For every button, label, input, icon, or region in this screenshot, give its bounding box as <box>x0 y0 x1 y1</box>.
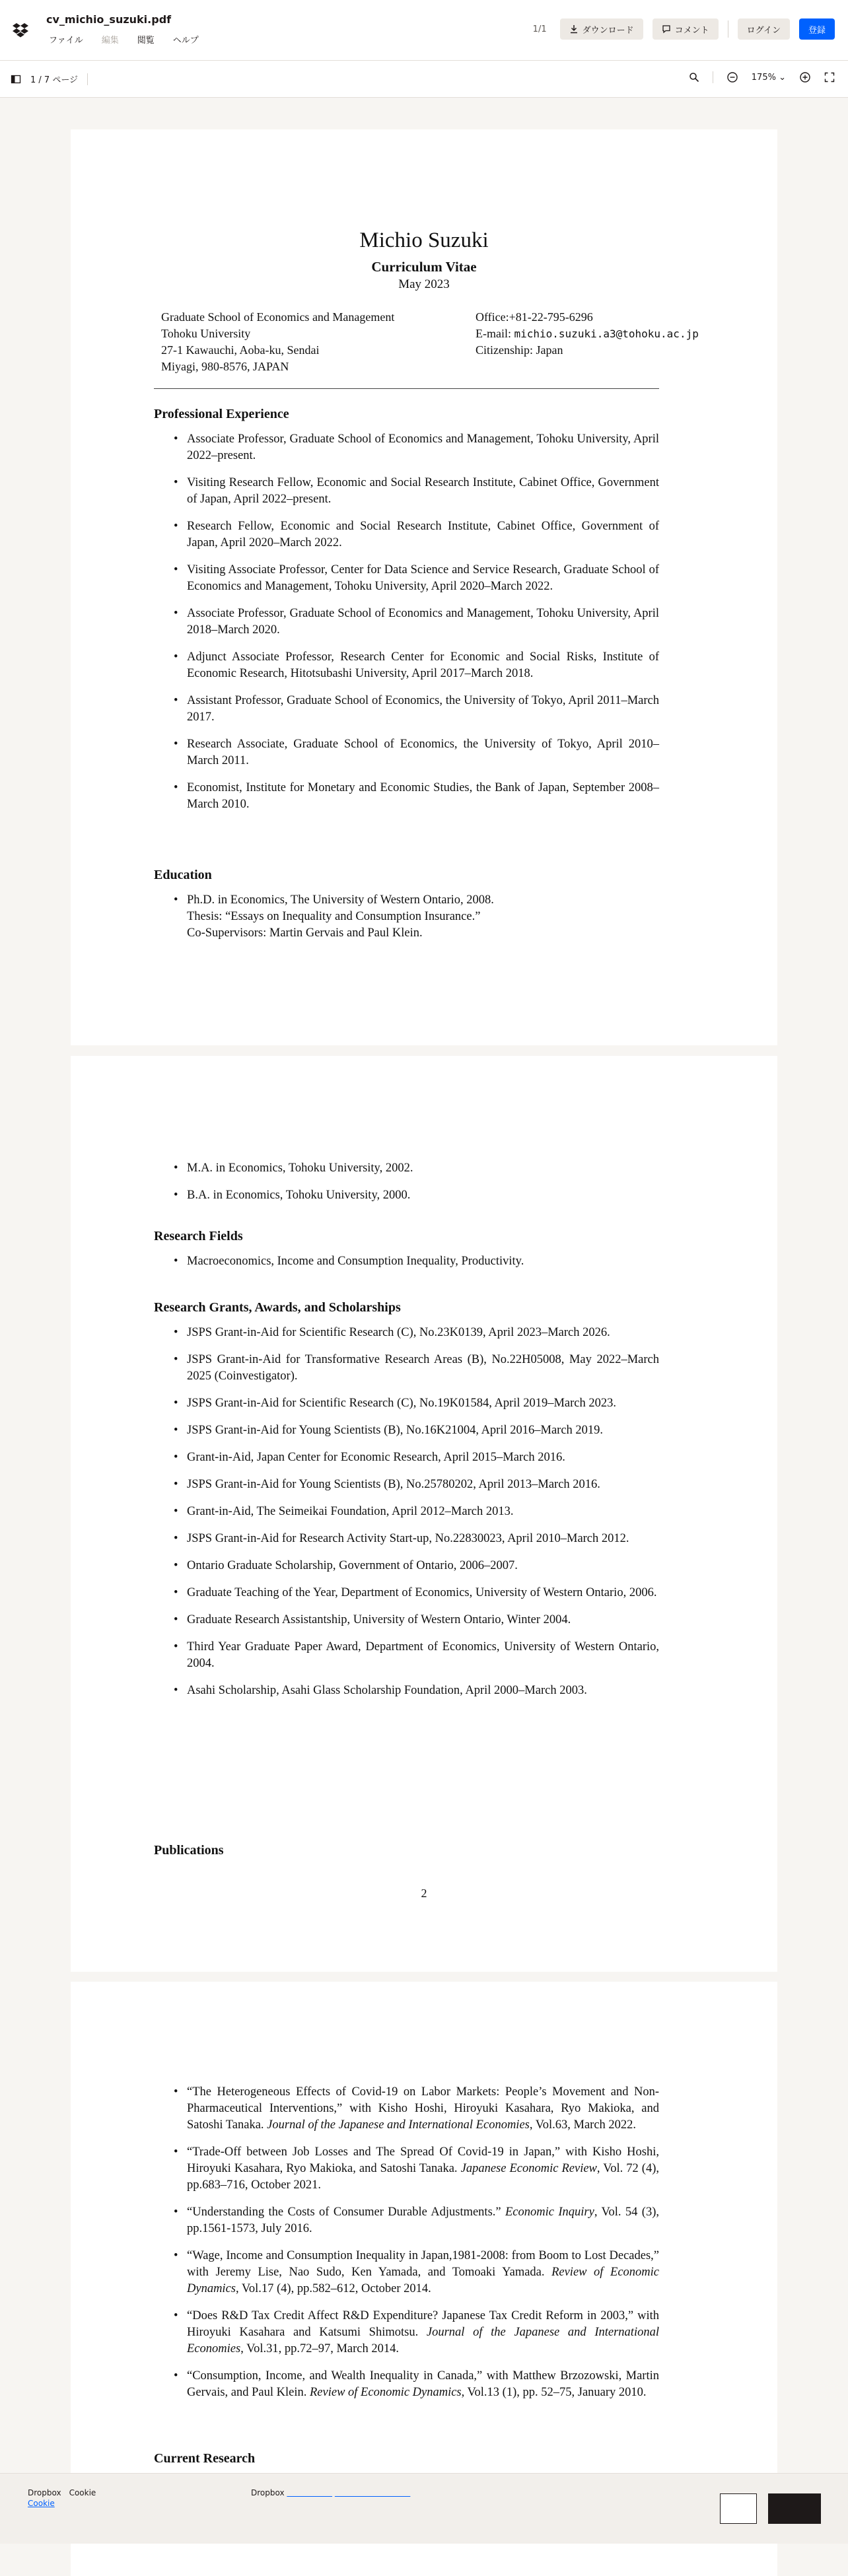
section-heading: Research Grants, Awards, and Scholarships <box>154 1300 401 1315</box>
comment-label: コメント <box>674 25 709 36</box>
signup-label: 登録 <box>808 25 826 36</box>
page-indicator: 1/1 <box>532 24 547 34</box>
list-item <box>154 2308 659 2357</box>
education-continued <box>154 1160 659 1214</box>
cookie-text <box>28 2488 96 2497</box>
toolbar-left <box>11 73 88 85</box>
list-item: • Associate Professor, Graduate School of Economics and Management, Tohoku University, April 2022–present. <box>154 431 659 464</box>
list-item: • JSPS Grant-in-Aid for Scientific Research (C), No.23K0139, April 2023–March 2026. <box>154 1325 659 1341</box>
list-item: • Graduate Research Assistantship, University of Western Ontario, Winter 2004. <box>154 1612 659 1628</box>
pub-journal: Journal of the Japanese and International Economies <box>187 2326 659 2355</box>
pub-title: “The Heterogeneous Effects of Covid-19 on Labor Markets: People’s Movement and Non-Pharmaceutical Interventions,” with Kisho Hoshi, Hiroyuki Kasahara, Ryo Makioka, and Satoshi Tanaka. <box>187 2085 659 2132</box>
viewer-toolbar <box>0 61 848 98</box>
pub-title: “Understanding the Costs of Consumer Durable Adjustments.” <box>187 2206 505 2219</box>
download-label: ダウンロード <box>582 25 634 36</box>
list-item: • Ontario Graduate Scholarship, Government of Ontario, 2006–2007. <box>154 1558 659 1574</box>
page-number: 2 <box>421 1887 427 1900</box>
dropbox-logo-icon[interactable] <box>12 21 29 38</box>
pub-journal: Economic Inquiry <box>505 2206 594 2219</box>
list-item: • M.A. in Economics, Tohoku University, 2002. <box>154 1160 659 1177</box>
menu-view[interactable]: 閲覧 <box>137 36 155 46</box>
experience-section <box>154 407 659 823</box>
grants-list <box>154 1325 659 1699</box>
header-rule <box>154 388 659 389</box>
list-item: • JSPS Grant-in-Aid for Research Activity Start-up, No.22830023, April 2010–March 2012. <box>154 1531 659 1547</box>
list-item: • Associate Professor, Graduate School of Economics and Management, Tohoku University, April 2018–March 2020. <box>154 606 659 639</box>
section-heading: Current Research <box>154 2451 256 2466</box>
list-item: • Adjunct Associate Professor, Research Center for Economic and Social Risks, Institute of Economic Research, Hitotsubashi University, April 2017–March 2018. <box>154 649 659 682</box>
cookie-link[interactable]: Cookie <box>28 2499 55 2508</box>
cookie-accept-button[interactable] <box>768 2493 821 2524</box>
list-item: • B.A. in Economics, Tohoku University, 2000. <box>154 1187 659 1204</box>
supervisors-line: Co-Supervisors: Martin Gervais and Paul Klein. <box>187 926 423 940</box>
address-line: 27-1 Kawauchi, Aoba-ku, Sendai <box>161 343 320 357</box>
pub-details: , Vol.17 (4), pp.582–612, October 2014. <box>235 2282 431 2295</box>
list-item: • JSPS Grant-in-Aid for Transformative Research Areas (B), No.22H05008, May 2022–March 2025 (Coinvestigator). <box>154 1352 659 1385</box>
grants-section <box>154 1300 659 1710</box>
list-item: • Assistant Professor, Graduate School of Economics, the University of Tokyo, April 2011–March 2017. <box>154 693 659 726</box>
publications-heading-block <box>154 1843 659 1867</box>
cv-name: Michio Suzuki <box>359 228 489 252</box>
login-button[interactable] <box>738 18 790 40</box>
cookie-brand-2: Dropbox <box>251 2488 285 2497</box>
list-item <box>154 2084 659 2134</box>
fullscreen-icon[interactable] <box>824 72 835 83</box>
fields-list <box>154 1253 659 1270</box>
email-address: michio.suzuki.a3@tohoku.ac.jp <box>514 328 699 340</box>
contact-block <box>476 309 699 359</box>
menu-edit[interactable]: 編集 <box>101 36 119 46</box>
pub-title: “Does R&D Tax Credit Affect R&D Expenditure? Japanese Tax Credit Reform in 2003,” with Hiroyuki Kasahara and Katsumi Shimotsu. <box>187 2309 659 2339</box>
download-icon <box>569 24 579 34</box>
list-item: • JSPS Grant-in-Aid for Young Scientists (B), No.16K21004, April 2016–March 2019. <box>154 1422 659 1439</box>
cookie-settings-link[interactable] <box>335 2488 410 2497</box>
address-block <box>161 309 394 375</box>
zoom-value: 175% <box>751 72 776 83</box>
pub-details: , Vol.13 (1), pp. 52–75, January 2010. <box>461 2386 647 2399</box>
section-heading: Publications <box>154 1843 224 1858</box>
section-heading: Education <box>154 868 212 882</box>
experience-list <box>154 431 659 813</box>
pub-journal: Journal of the Japanese and International Economies <box>267 2118 530 2132</box>
pub-title: “Wage, Income and Consumption Inequality in Japan,1981-2008: from Boom to Lost Decades,” with Jeremy Lise, Nao Sudo, Ken Yamada, and Tomoaki Yamada. <box>187 2249 659 2279</box>
pub-details: , Vol. 72 (4), pp.683–716, October 2021. <box>187 2162 659 2192</box>
cookie-label: Cookie <box>69 2488 96 2497</box>
list-item <box>154 892 659 942</box>
current-research-section <box>154 2451 659 2476</box>
pub-title: “Consumption, Income, and Wealth Inequality in Canada,” with Matthew Brzozowski, Martin Gervais, and Paul Klein. <box>187 2369 659 2399</box>
pub-title: “Trade-Off between Job Losses and The Spread Of Covid-19 in Japan,” with Kisho Hoshi, Hiroyuki Kasahara, Ryo Makioka, and Satoshi Tanaka. <box>187 2145 659 2175</box>
cookie-policy-link[interactable] <box>287 2488 332 2497</box>
list-item: • Research Associate, Graduate School of Economics, the University of Tokyo, April 2010–March 2011. <box>154 736 659 769</box>
list-item: • Visiting Associate Professor, Center for Data Science and Service Research, Graduate School of Economics and Management, Tohoku University, April 2020–March 2022. <box>154 562 659 595</box>
address-line: Miyagi, 980-8576, JAPAN <box>161 360 289 373</box>
pub-journal: Japanese Economic Review <box>460 2162 597 2175</box>
publications-list <box>154 2084 659 2401</box>
list-item: • Economist, Institute for Monetary and Economic Studies, the Bank of Japan, September 2008–March 2010. <box>154 780 659 813</box>
pub-details: , Vol. 54 (3), pp.1561-1573, July 2016. <box>187 2206 659 2235</box>
email-line <box>476 326 699 342</box>
pub-journal: Review of Economic Dynamics <box>187 2266 659 2295</box>
thesis-line: Thesis: “Essays on Inequality and Consumption Insurance.” <box>187 910 481 923</box>
list-item: • Visiting Research Fellow, Economic and Social Research Institute, Cabinet Office, Government of Japan, April 2022–present. <box>154 475 659 508</box>
list-item: • Grant-in-Aid, Japan Center for Economic Research, April 2015–March 2016. <box>154 1449 659 1466</box>
menu-help[interactable]: ヘルプ <box>172 36 199 46</box>
pub-details: , Vol.31, pp.72–97, March 2014. <box>240 2342 400 2355</box>
comment-button[interactable] <box>653 18 719 40</box>
address-line: Graduate School of Economics and Management <box>161 310 395 324</box>
section-heading: Professional Experience <box>154 407 289 421</box>
fields-section <box>154 1229 659 1280</box>
education-list <box>154 1160 659 1204</box>
toolbar-right <box>689 71 835 83</box>
email-label: E-mail: <box>476 327 514 340</box>
list-item <box>154 2368 659 2401</box>
list-item: • Third Year Graduate Paper Award, Department of Economics, University of Western Ontario, 2004. <box>154 1639 659 1672</box>
pub-details: , Vol.63, March 2022. <box>529 2118 637 2132</box>
pdf-page-2 <box>71 1056 777 1972</box>
download-button[interactable] <box>560 18 643 40</box>
pub-journal: Review of Economic Dynamics <box>310 2386 462 2399</box>
cv-date: May 2023 <box>398 277 450 291</box>
cookie-banner <box>0 2473 848 2544</box>
publications-section <box>154 2084 659 2412</box>
cookie-settings-button[interactable] <box>720 2493 757 2524</box>
pdf-page-1 <box>71 129 777 1045</box>
list-item: • Macroeconomics, Income and Consumption Inequality, Productivity. <box>154 1253 659 1270</box>
phd-line: • Ph.D. in Economics, The University of Western Ontario, 2008. <box>187 893 494 907</box>
address-line: Tohoku University <box>161 327 251 340</box>
menu-bar <box>49 33 199 46</box>
list-item: • JSPS Grant-in-Aid for Scientific Research (C), No.19K01584, April 2019–March 2023. <box>154 1395 659 1412</box>
education-section <box>154 868 659 952</box>
search-icon[interactable] <box>689 72 699 83</box>
chevron-down-icon: ⌄ <box>779 72 786 83</box>
page-count-label: 1 / 7 ページ <box>30 75 79 85</box>
toolbar-divider <box>87 73 88 85</box>
login-label: ログイン <box>746 25 781 36</box>
citizenship: Citizenship: Japan <box>476 343 563 357</box>
top-header <box>0 0 848 61</box>
zoom-out-icon[interactable] <box>726 71 738 83</box>
zoom-level[interactable] <box>752 73 786 83</box>
list-item <box>154 2144 659 2194</box>
list-item: • Asahi Scholarship, Asahi Glass Scholarship Foundation, April 2000–March 2003. <box>154 1683 659 1699</box>
zoom-in-icon[interactable] <box>799 71 811 83</box>
list-item <box>154 2204 659 2237</box>
signup-button[interactable] <box>799 18 835 40</box>
list-item: • Research Fellow, Economic and Social Research Institute, Cabinet Office, Government of Japan, April 2020–March 2022. <box>154 518 659 551</box>
file-name: cv_michio_suzuki.pdf <box>46 13 172 26</box>
office-phone: Office:+81-22-795-6296 <box>476 310 593 324</box>
section-heading: Research Fields <box>154 1229 243 1243</box>
cookie-brand: Dropbox <box>28 2488 61 2497</box>
list-item: • JSPS Grant-in-Aid for Young Scientists (B), No.25780202, April 2013–March 2016. <box>154 1477 659 1493</box>
list-item: • Grant-in-Aid, The Seimeikai Foundation, April 2012–March 2013. <box>154 1504 659 1520</box>
header-actions <box>533 18 835 40</box>
education-list <box>154 892 659 942</box>
cv-subtitle: Curriculum Vitae <box>371 259 477 275</box>
comment-icon <box>662 24 671 34</box>
sidebar-toggle-icon[interactable] <box>11 74 21 85</box>
list-item <box>154 2248 659 2297</box>
list-item: • Graduate Teaching of the Year, Department of Economics, University of Western Ontario, 2006. <box>154 1585 659 1601</box>
menu-file[interactable]: ファイル <box>49 36 83 46</box>
cookie-info <box>251 2488 410 2497</box>
